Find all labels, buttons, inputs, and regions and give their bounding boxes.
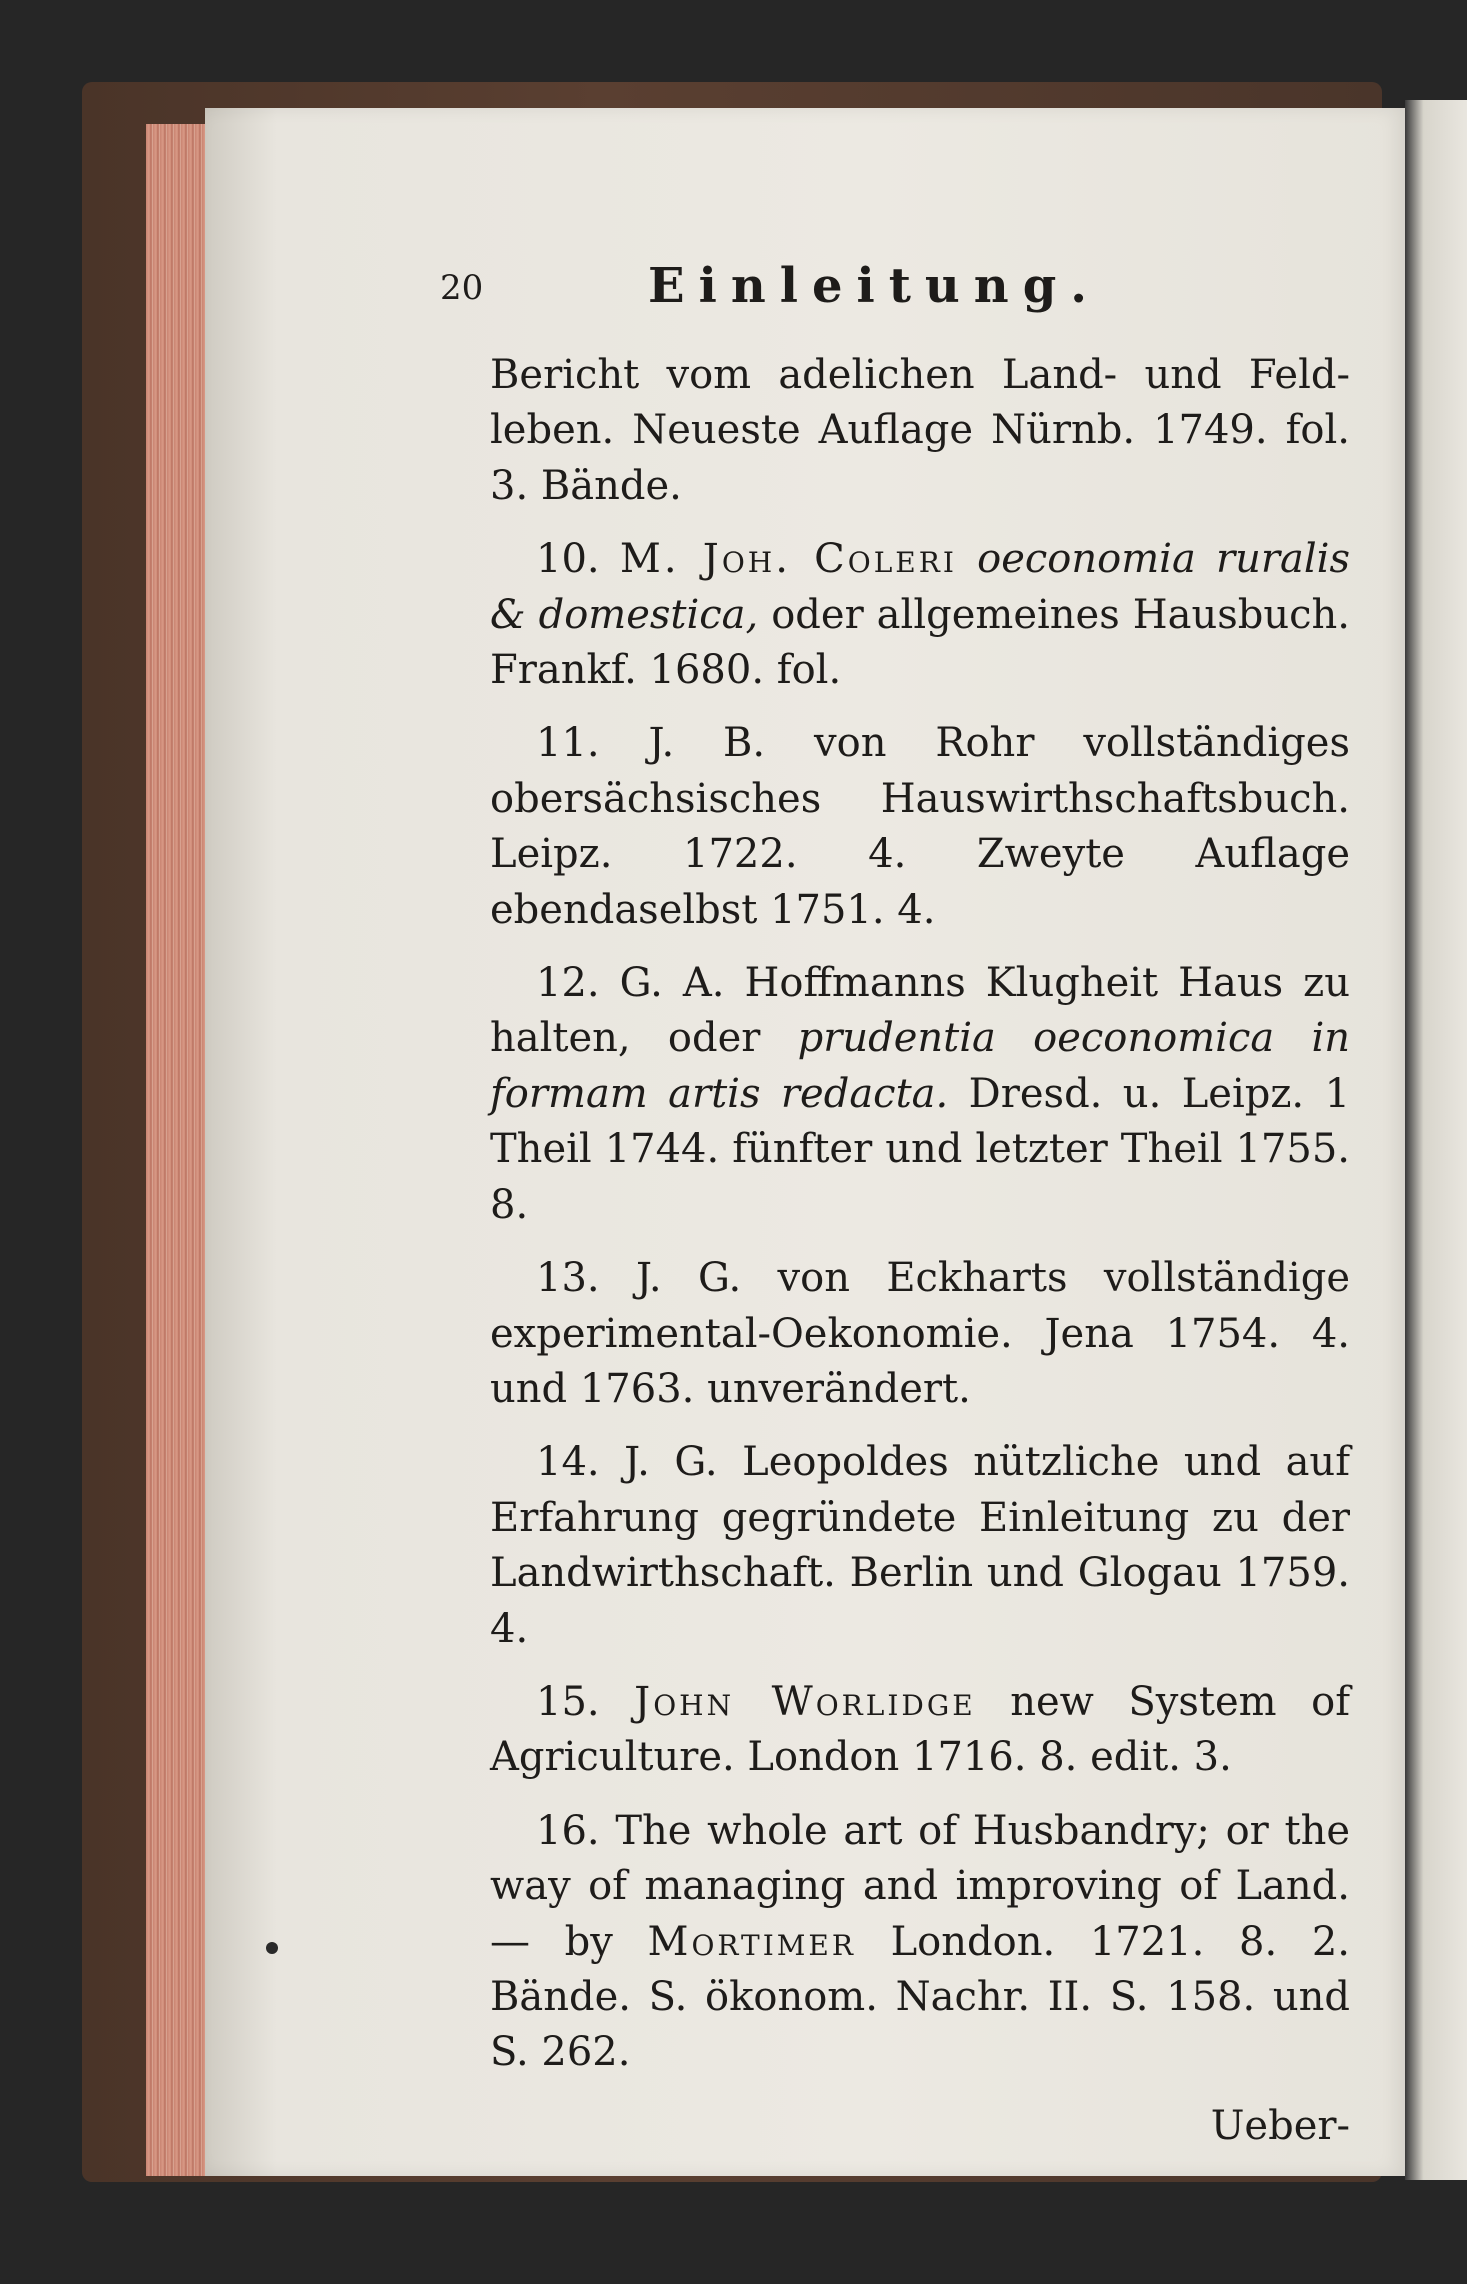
- entry-number: 13.: [536, 1255, 600, 1302]
- entry-text: new System of Agriculture. London 1716. 8. edit. 3.: [490, 1678, 1350, 1781]
- entry-16: [490, 1804, 1350, 2081]
- entry-13: [490, 1251, 1350, 1417]
- entry-12: [490, 956, 1350, 1233]
- entry-15: [490, 1675, 1350, 1786]
- catchword: Ueber-: [1210, 2102, 1350, 2149]
- entry-line: Bericht vom adelichen Land- und Feld-: [490, 352, 1350, 398]
- text-block: [490, 348, 1350, 2154]
- entry-text: The whole art of Husbandry; or the way of managing and improving of Land. — by: [490, 1807, 1350, 1965]
- entry-text: London. 1721. 8. 2. Bände. S. ökonom. Nachr. II. S. 158. und S. 262.: [490, 1918, 1350, 2076]
- entry-text: oder allgemeines Hausbuch. Frankf. 1680. fol.: [490, 591, 1350, 694]
- entry-9-continuation: [490, 348, 1350, 514]
- entry-author: M. Joh. Coleri: [619, 536, 957, 583]
- entry-line: 3. Bände.: [490, 462, 682, 509]
- entry-latin-title: oeconomia ruralis & domestica,: [490, 536, 1350, 638]
- entry-text: J. G. von Eckharts vollständige experimental-Oekonomie. Jena 1754. 4. und 1763. unverändert.: [490, 1255, 1350, 1412]
- entry-number: 12.: [536, 960, 600, 1007]
- entry-line: leben. Neueste Auflage Nürnb. 1749. fol.: [490, 407, 1350, 454]
- entry-14: [490, 1435, 1350, 1657]
- entry-text: Dresd. u. Leipz. 1 Theil 1744. fünfter und letzter Theil 1755. 8.: [490, 1070, 1351, 1228]
- entry-number: 14.: [536, 1439, 600, 1486]
- entry-11: [490, 716, 1350, 938]
- entry-latin-title: prudentia oeconomica in formam artis redacta.: [490, 1015, 1351, 1117]
- entry-number: 11.: [536, 720, 600, 767]
- entry-text: J. G. Leopoldes nützliche und auf Erfahrung gegründete Einleitung zu der Landwirthschaft. Berlin und Glogau 1759. 4.: [490, 1439, 1350, 1652]
- running-head: Einleitung.: [648, 258, 1101, 314]
- entry-number: 10.: [536, 536, 600, 583]
- entry-number: 16.: [536, 1807, 600, 1854]
- entry-author: John Worlidge: [634, 1678, 976, 1725]
- page-number: 20: [440, 268, 484, 308]
- entry-text: J. B. von Rohr vollständiges obersächsisches Hauswirthschaftsbuch. Leipz. 1722. 4. Zweyte Auflage ebendaselbst 1751. 4.: [490, 720, 1350, 933]
- entry-number: 15.: [536, 1678, 600, 1725]
- ink-spot: [266, 1942, 278, 1954]
- entry-10: [490, 532, 1350, 698]
- entry-author: Mortimer: [647, 1918, 856, 1965]
- entry-text: G. A. Hoffmanns Klugheit Haus zu halten, oder: [490, 960, 1351, 1062]
- facing-page-edge: [1405, 100, 1467, 2180]
